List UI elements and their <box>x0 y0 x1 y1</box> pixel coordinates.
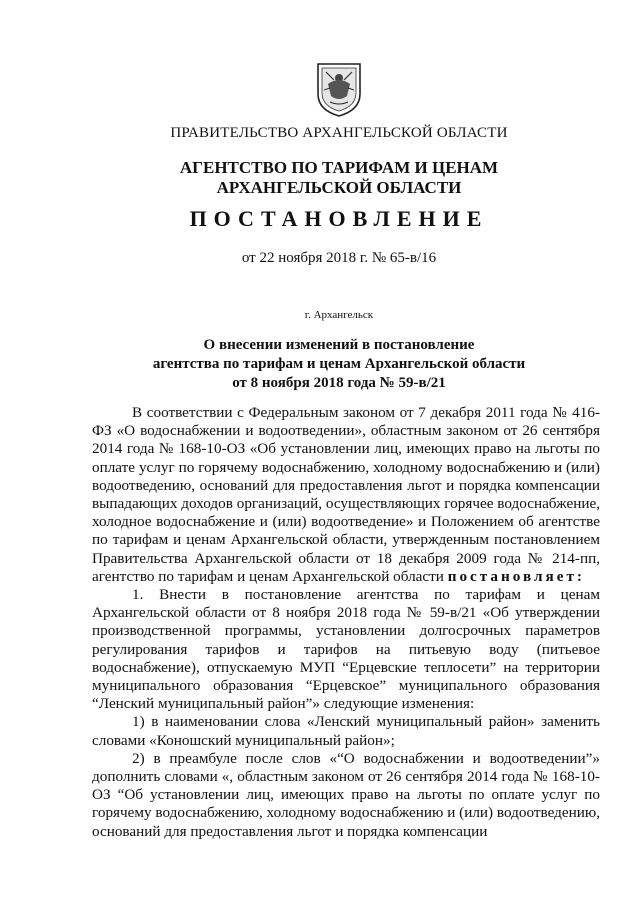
item-1-2-paragraph: 2) в преамбуле после слов «“О водоснабжении и водоотведении”» дополнить словами «, областным законом от 26 сентября 2014 года № 168-10-ОЗ “Об установлении лиц, имеющих право на льготы по оплате услуг по горячему водоснабжению, холодному водоснабжению и (или) водоотведению, оснований для предоставления льгот и порядка компенсации <box>92 749 600 840</box>
intro-text: В соответствии с Федеральным законом от 7 декабря 2011 года № 416-ФЗ «О водоснабжении и водоотведении», областным законом от 26 сентября 2014 года № 168-10-ОЗ «Об установлении лиц, имеющих право на льготы по оплате услуг по горячему водоснабжению, холодному водоснабжению и (или) водоотведению, оснований для предоставления льгот и порядка компенсации выпадающих доходов организаций, осуществляющих горячее водоснабжение, холодное водоснабжение и (или) водоотведение» и Положением об агентстве по тарифам и ценам Архангельской области, утвержденным постановлением Правительства Архангельской области от 18 декабря 2009 года № 214-пп, агентство по тарифам и ценам Архангельской области <box>92 404 600 585</box>
document-type: ПОСТАНОВЛЕНИЕ <box>189 206 489 231</box>
subject-line1: О внесении изменений в постановление <box>203 337 475 353</box>
agency-title-line1: АГЕНТСТВО ПО ТАРИФАМ И ЦЕНАМ <box>179 158 499 177</box>
resolves-word: постановляет: <box>447 567 585 585</box>
document-body <box>92 404 600 841</box>
agency-title <box>60 158 618 198</box>
subject-line3: от 8 ноября 2018 года № 59-в/21 <box>232 375 446 391</box>
date-number: от 22 ноября 2018 г. № 65-в/16 <box>241 250 437 266</box>
item-1-1-paragraph: 1) в наименовании слова «Ленский муниципальный район» заменить словами «Коношский муниципальный район»; <box>92 713 600 749</box>
agency-title-line2: АРХАНГЕЛЬСКОЙ ОБЛАСТИ <box>216 178 462 197</box>
coat-of-arms-emblem <box>314 60 364 118</box>
intro-paragraph <box>92 404 600 586</box>
city-name: г. Архангельск <box>304 309 374 321</box>
subject-line2: агентства по тарифам и ценам Архангельской области <box>152 356 526 372</box>
document-subject <box>60 336 618 393</box>
government-title: ПРАВИТЕЛЬСТВО АРХАНГЕЛЬСКОЙ ОБЛАСТИ <box>170 125 508 141</box>
item-1-paragraph: 1. Внести в постановление агентства по тарифам и ценам Архангельской области от 8 ноября 2018 года № 59-в/21 «Об утверждении производственной программы, установлении долгосрочных параметров регулирования тарифов и тарифов на питьевую воду (питьевое водоснабжение), отпускаемую МУП “Ерцевские теплосети” на территории муниципального образования “Ерцевское” муниципального образования “Ленский муниципальный район”» следующие изменения: <box>92 586 600 713</box>
